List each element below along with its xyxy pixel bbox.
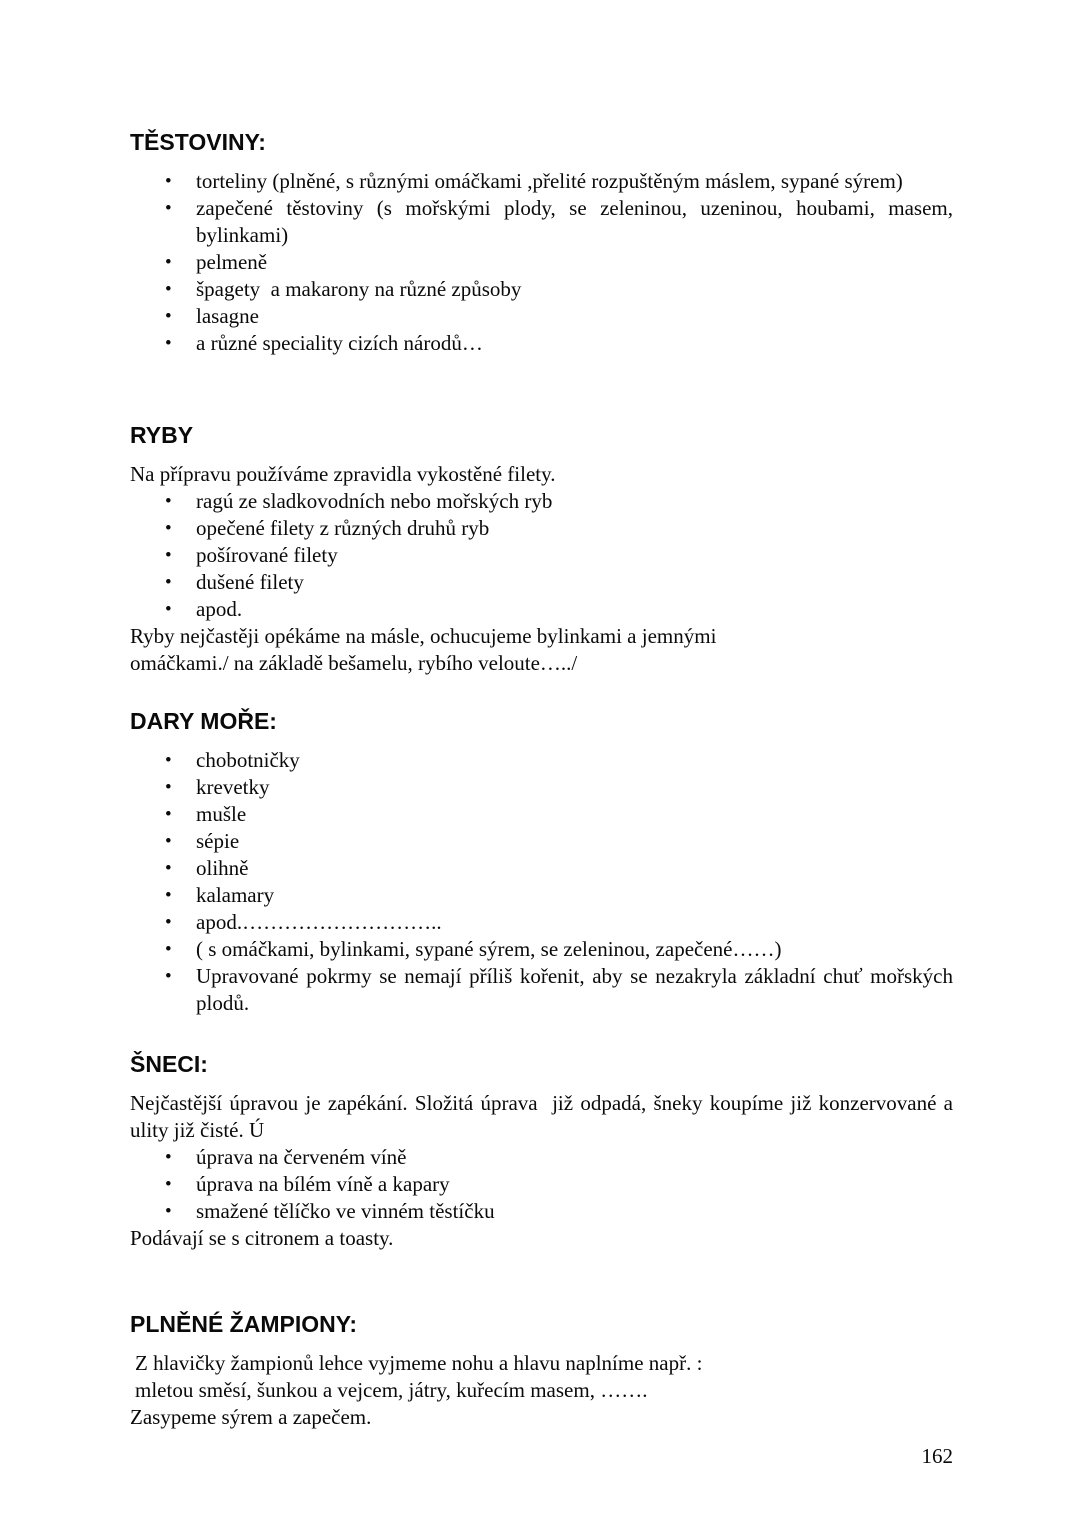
section-ryby bbox=[130, 421, 953, 677]
list-item bbox=[130, 515, 953, 542]
bullet-icon: • bbox=[165, 1147, 172, 1168]
list-item-text: opečené filety z různých druhů ryb bbox=[196, 516, 490, 540]
list-item-text: torteliny (plněné, s různými omáčkami ,přelité rozpuštěným máslem, sypané sýrem) bbox=[196, 169, 903, 193]
list-item-text: dušené filety bbox=[196, 570, 304, 594]
list-item-text: apod.……………………….. bbox=[196, 910, 442, 934]
bullet-icon: • bbox=[165, 804, 172, 825]
section-heading-dary-more: DARY MOŘE: bbox=[130, 708, 277, 734]
section-testoviny bbox=[130, 128, 959, 357]
section-zampiony bbox=[130, 1310, 953, 1431]
bullet-icon: • bbox=[165, 966, 172, 987]
section-dary-more bbox=[130, 707, 959, 1017]
list-item bbox=[130, 963, 959, 1017]
list-item bbox=[130, 249, 953, 276]
list-item-text: apod. bbox=[196, 597, 243, 621]
list-item-text: chobotničky bbox=[196, 748, 300, 772]
list-item bbox=[130, 801, 953, 828]
list-item-text: pošírované filety bbox=[196, 543, 338, 567]
list-item-text: smažené tělíčko ve vinném těstíčku bbox=[196, 1199, 495, 1223]
bullet-icon: • bbox=[165, 491, 172, 512]
list-item-text: kalamary bbox=[196, 883, 275, 907]
bullet-icon: • bbox=[165, 599, 172, 620]
list-item bbox=[130, 303, 953, 330]
bullet-icon: • bbox=[165, 939, 172, 960]
list-item bbox=[130, 569, 953, 596]
list-item-text: olihně bbox=[196, 856, 249, 880]
list-item bbox=[130, 195, 959, 249]
list-item bbox=[130, 1198, 953, 1225]
paragraph-zampiony-line3: Zasypeme sýrem a zapečem. bbox=[130, 1405, 372, 1429]
paragraph-sneci-intro: Nejčastější úpravou je zapékání. Složitá úprava již odpadá, šneky koupíme již konzervované a ulity již čisté. Ú bbox=[130, 1091, 959, 1142]
list-item-text: krevetky bbox=[196, 775, 270, 799]
bullet-icon: • bbox=[165, 912, 172, 933]
list-item-text: špagety a makarony na různé způsoby bbox=[196, 277, 522, 301]
bullet-icon: • bbox=[165, 545, 172, 566]
list-item bbox=[130, 1171, 953, 1198]
list-item-text: a různé speciality cizích národů… bbox=[196, 331, 483, 355]
bullet-icon: • bbox=[165, 858, 172, 879]
list-item-text: úprava na červeném víně bbox=[196, 1145, 407, 1169]
list-item bbox=[130, 596, 953, 623]
bullet-list-dary-more bbox=[130, 747, 959, 1017]
bullet-icon: • bbox=[165, 750, 172, 771]
list-item bbox=[130, 1144, 953, 1171]
section-heading-testoviny: TĚSTOVINY: bbox=[130, 129, 266, 155]
bullet-icon: • bbox=[165, 518, 172, 539]
bullet-icon: • bbox=[165, 279, 172, 300]
section-sneci bbox=[130, 1050, 959, 1252]
list-item bbox=[130, 828, 953, 855]
section-heading-zampiony: PLNĚNÉ ŽAMPIONY: bbox=[130, 1311, 358, 1337]
list-item-text: pelmeně bbox=[196, 250, 268, 274]
page-number: 162 bbox=[921, 1444, 953, 1468]
list-item-text: mušle bbox=[196, 802, 247, 826]
bullet-icon: • bbox=[165, 306, 172, 327]
list-item bbox=[130, 882, 953, 909]
bullet-icon: • bbox=[165, 1174, 172, 1195]
list-item-text: úprava na bílém víně a kapary bbox=[196, 1172, 450, 1196]
list-item-text: lasagne bbox=[196, 304, 259, 328]
list-item bbox=[130, 276, 953, 303]
bullet-icon: • bbox=[165, 572, 172, 593]
bullet-icon: • bbox=[165, 1201, 172, 1222]
bullet-list-sneci bbox=[130, 1144, 953, 1225]
paragraph-sneci-outro: Podávají se s citronem a toasty. bbox=[130, 1226, 394, 1250]
bullet-icon: • bbox=[165, 831, 172, 852]
paragraph-ryby-outro-line1: Ryby nejčastěji opékáme na másle, ochucujeme bylinkami a jemnými bbox=[130, 624, 717, 648]
list-item-text: sépie bbox=[196, 829, 240, 853]
bullet-icon: • bbox=[165, 777, 172, 798]
list-item bbox=[130, 330, 953, 357]
bullet-icon: • bbox=[165, 198, 172, 219]
bullet-icon: • bbox=[165, 252, 172, 273]
paragraph-ryby-outro-line2: omáčkami./ na základě bešamelu, rybího veloute…../ bbox=[130, 651, 578, 675]
paragraph-ryby-intro: Na přípravu používáme zpravidla vykostěné filety. bbox=[130, 462, 556, 486]
list-item-text: ( s omáčkami, bylinkami, sypané sýrem, se zeleninou, zapečené……) bbox=[196, 937, 782, 961]
bullet-icon: • bbox=[165, 333, 172, 354]
list-item bbox=[130, 855, 953, 882]
paragraph-zampiony-line1: Z hlavičky žampionů lehce vyjmeme nohu a hlavu naplníme např. : bbox=[135, 1351, 703, 1375]
list-item bbox=[130, 542, 953, 569]
bullet-list-testoviny bbox=[130, 168, 959, 357]
bullet-list-ryby bbox=[130, 488, 953, 623]
list-item bbox=[130, 936, 953, 963]
section-heading-sneci: ŠNECI: bbox=[130, 1051, 208, 1077]
bullet-icon: • bbox=[165, 171, 172, 192]
section-heading-ryby: RYBY bbox=[130, 422, 194, 448]
list-item bbox=[130, 774, 953, 801]
bullet-icon: • bbox=[165, 885, 172, 906]
list-item bbox=[130, 747, 953, 774]
list-item bbox=[130, 488, 953, 515]
list-item-text: ragú ze sladkovodních nebo mořských ryb bbox=[196, 489, 553, 513]
list-item-text: zapečené těstoviny (s mořskými plody, se zeleninou, uzeninou, houbami, masem, bylinkami) bbox=[196, 196, 959, 247]
paragraph-zampiony-line2: mletou směsí, šunkou a vejcem, játry, kuřecím masem, ……. bbox=[135, 1378, 648, 1402]
list-item bbox=[130, 168, 953, 195]
list-item bbox=[130, 909, 953, 936]
list-item-text: Upravované pokrmy se nemají příliš kořenit, aby se nezakryla základní chuť mořských plodů. bbox=[196, 964, 959, 1015]
